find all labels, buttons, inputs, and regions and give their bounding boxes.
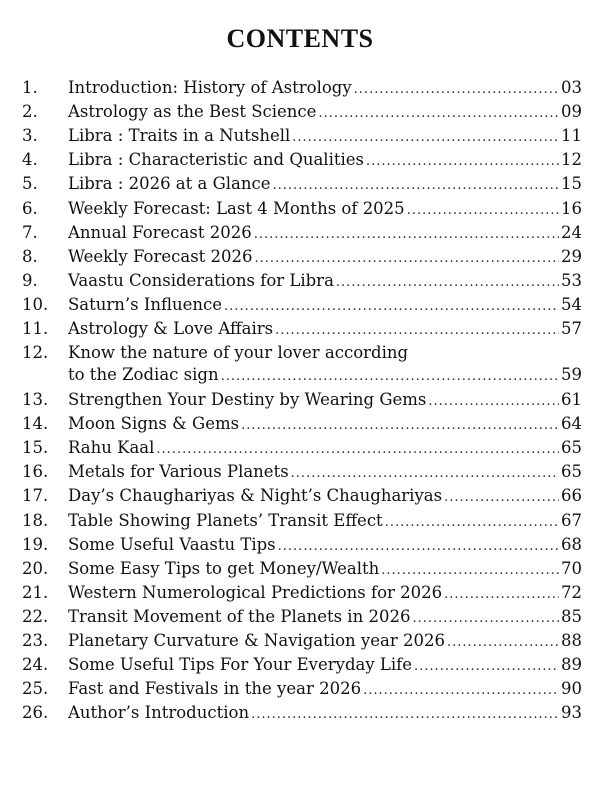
toc-entry-number: 6. <box>22 199 38 218</box>
toc-entry-page: 53 <box>561 271 582 290</box>
toc-entry-number: 16. <box>22 462 49 481</box>
dot-leader <box>385 512 559 534</box>
dot-leader <box>354 79 559 101</box>
toc-entry-number: 13. <box>22 390 49 409</box>
toc-entry-page: 85 <box>561 607 582 626</box>
toc-entry-page: 88 <box>561 631 582 650</box>
toc-entry-page: 65 <box>561 462 582 481</box>
dot-leader <box>318 103 559 125</box>
toc-entry-page: 72 <box>561 583 582 602</box>
toc-entry-number: 18. <box>22 511 49 530</box>
toc-entry-number: 3. <box>22 126 38 145</box>
toc-entry-title: Libra : 2026 at a Glance <box>68 174 271 193</box>
dot-leader <box>275 320 559 342</box>
toc-entry-title: Some Useful Tips For Your Everyday Life <box>68 655 413 674</box>
dot-leader <box>444 487 559 509</box>
toc-entry-number: 15. <box>22 438 49 457</box>
toc-entry-number: 11. <box>22 319 49 338</box>
toc-entry-page: 90 <box>561 679 582 698</box>
toc-entry-number: 26. <box>22 703 49 722</box>
toc-entry-title: Weekly Forecast: Last 4 Months of 2025 <box>68 199 405 218</box>
toc-entry-number: 24. <box>22 655 49 674</box>
toc-entry-page: 61 <box>561 390 582 409</box>
toc-entry-number: 5. <box>22 174 38 193</box>
dot-leader <box>363 680 559 702</box>
toc-entry-page: 09 <box>561 102 582 121</box>
toc-entry-title: Know the nature of your lover according <box>68 343 409 362</box>
page-title: CONTENTS <box>226 24 374 53</box>
toc-entry-title: Strengthen Your Destiny by Wearing Gems <box>68 390 427 409</box>
toc-entry-title: Weekly Forecast 2026 <box>68 247 253 266</box>
toc-entry-title: Metals for Various Planets <box>68 462 289 481</box>
toc-entry-title: Introduction: History of Astrology <box>68 78 352 97</box>
dot-leader <box>251 704 559 726</box>
toc-entry-page: 54 <box>561 295 582 314</box>
toc-entry-number: 17. <box>22 486 49 505</box>
toc-entry-page: 16 <box>561 199 582 218</box>
toc-entry-number: 21. <box>22 583 49 602</box>
dot-leader <box>412 608 559 630</box>
dot-leader <box>273 175 559 197</box>
dot-leader <box>291 463 559 485</box>
dot-leader <box>254 224 559 246</box>
toc-entry-title: Transit Movement of the Planets in 2026 <box>68 607 411 626</box>
toc-entry-title: Libra : Characteristic and Qualities <box>68 150 365 169</box>
toc-entry-title: Astrology & Love Affairs <box>68 319 274 338</box>
toc-entry-number: 23. <box>22 631 49 650</box>
toc-entry-title: Day’s Chaughariyas & Night’s Chaughariyas <box>68 486 443 505</box>
toc-entry-title: Libra : Traits in a Nutshell <box>68 126 291 145</box>
toc-entry-page: 29 <box>561 247 582 266</box>
toc-entry-number: 12. <box>22 343 49 362</box>
toc-entry-title-continued: to the Zodiac sign <box>68 365 219 384</box>
toc-entry-number: 7. <box>22 223 38 242</box>
dot-leader <box>241 415 559 437</box>
toc-entry-page: 57 <box>561 319 582 338</box>
dot-leader <box>444 584 559 606</box>
toc-entry-page: 11 <box>561 126 582 145</box>
toc-entry-title: Vaastu Considerations for Libra <box>68 271 334 290</box>
dot-leader <box>381 560 559 582</box>
toc-entry-title: Table Showing Planets’ Transit Effect <box>68 511 383 530</box>
dot-leader <box>428 391 559 413</box>
toc-entry-number: 14. <box>22 414 49 433</box>
dot-leader <box>221 366 559 388</box>
toc-entry-page: 64 <box>561 414 582 433</box>
toc-entry-title: Fast and Festivals in the year 2026 <box>68 679 362 698</box>
toc-entry-page: 65 <box>561 438 582 457</box>
dot-leader <box>255 248 559 270</box>
toc-entry-number: 22. <box>22 607 49 626</box>
toc-entry-page: 89 <box>561 655 582 674</box>
dot-leader <box>278 536 559 558</box>
toc-entry-page: 24 <box>561 223 582 242</box>
dot-leader <box>156 439 559 461</box>
dot-leader <box>414 656 559 678</box>
dot-leader <box>366 151 559 173</box>
dot-leader <box>447 632 559 654</box>
toc-entry-number: 19. <box>22 535 49 554</box>
toc-entry-title: Moon Signs & Gems <box>68 414 240 433</box>
toc-entry-number: 4. <box>22 150 38 169</box>
toc-entry-page: 15 <box>561 174 582 193</box>
toc-entry-page: 03 <box>561 78 582 97</box>
toc-entry-number: 9. <box>22 271 38 290</box>
toc-entry-title: Saturn’s Influence <box>68 295 223 314</box>
toc-entry-number: 10. <box>22 295 49 314</box>
dot-leader <box>407 200 559 222</box>
toc-entry-title: Author’s Introduction <box>68 703 250 722</box>
toc-entry-number: 2. <box>22 102 38 121</box>
dot-leader <box>292 127 559 149</box>
dot-leader <box>336 272 559 294</box>
toc-entry-title: Rahu Kaal <box>68 438 155 457</box>
toc-entry-title: Astrology as the Best Science <box>68 102 317 121</box>
toc-entry-title: Planetary Curvature & Navigation year 2026 <box>68 631 445 650</box>
toc-entry-page: 12 <box>561 150 582 169</box>
toc-entry-title: Some Easy Tips to get Money/Wealth <box>68 559 380 578</box>
toc-entry-page: 59 <box>561 365 582 384</box>
toc-entry-number: 25. <box>22 679 49 698</box>
toc-entry-title: Annual Forecast 2026 <box>68 223 252 242</box>
toc-entry-page: 67 <box>561 511 582 530</box>
toc-entry-title: Some Useful Vaastu Tips <box>68 535 276 554</box>
toc-entry-page: 70 <box>561 559 582 578</box>
dot-leader <box>224 296 559 318</box>
toc-entry-title: Western Numerological Predictions for 2026 <box>68 583 443 602</box>
toc-entry-page: 93 <box>561 703 582 722</box>
toc-entry-number: 1. <box>22 78 38 97</box>
toc-entry-page: 66 <box>561 486 582 505</box>
toc-entry-number: 8. <box>22 247 38 266</box>
toc-entry-page: 68 <box>561 535 582 554</box>
toc-entry-number: 20. <box>22 559 49 578</box>
